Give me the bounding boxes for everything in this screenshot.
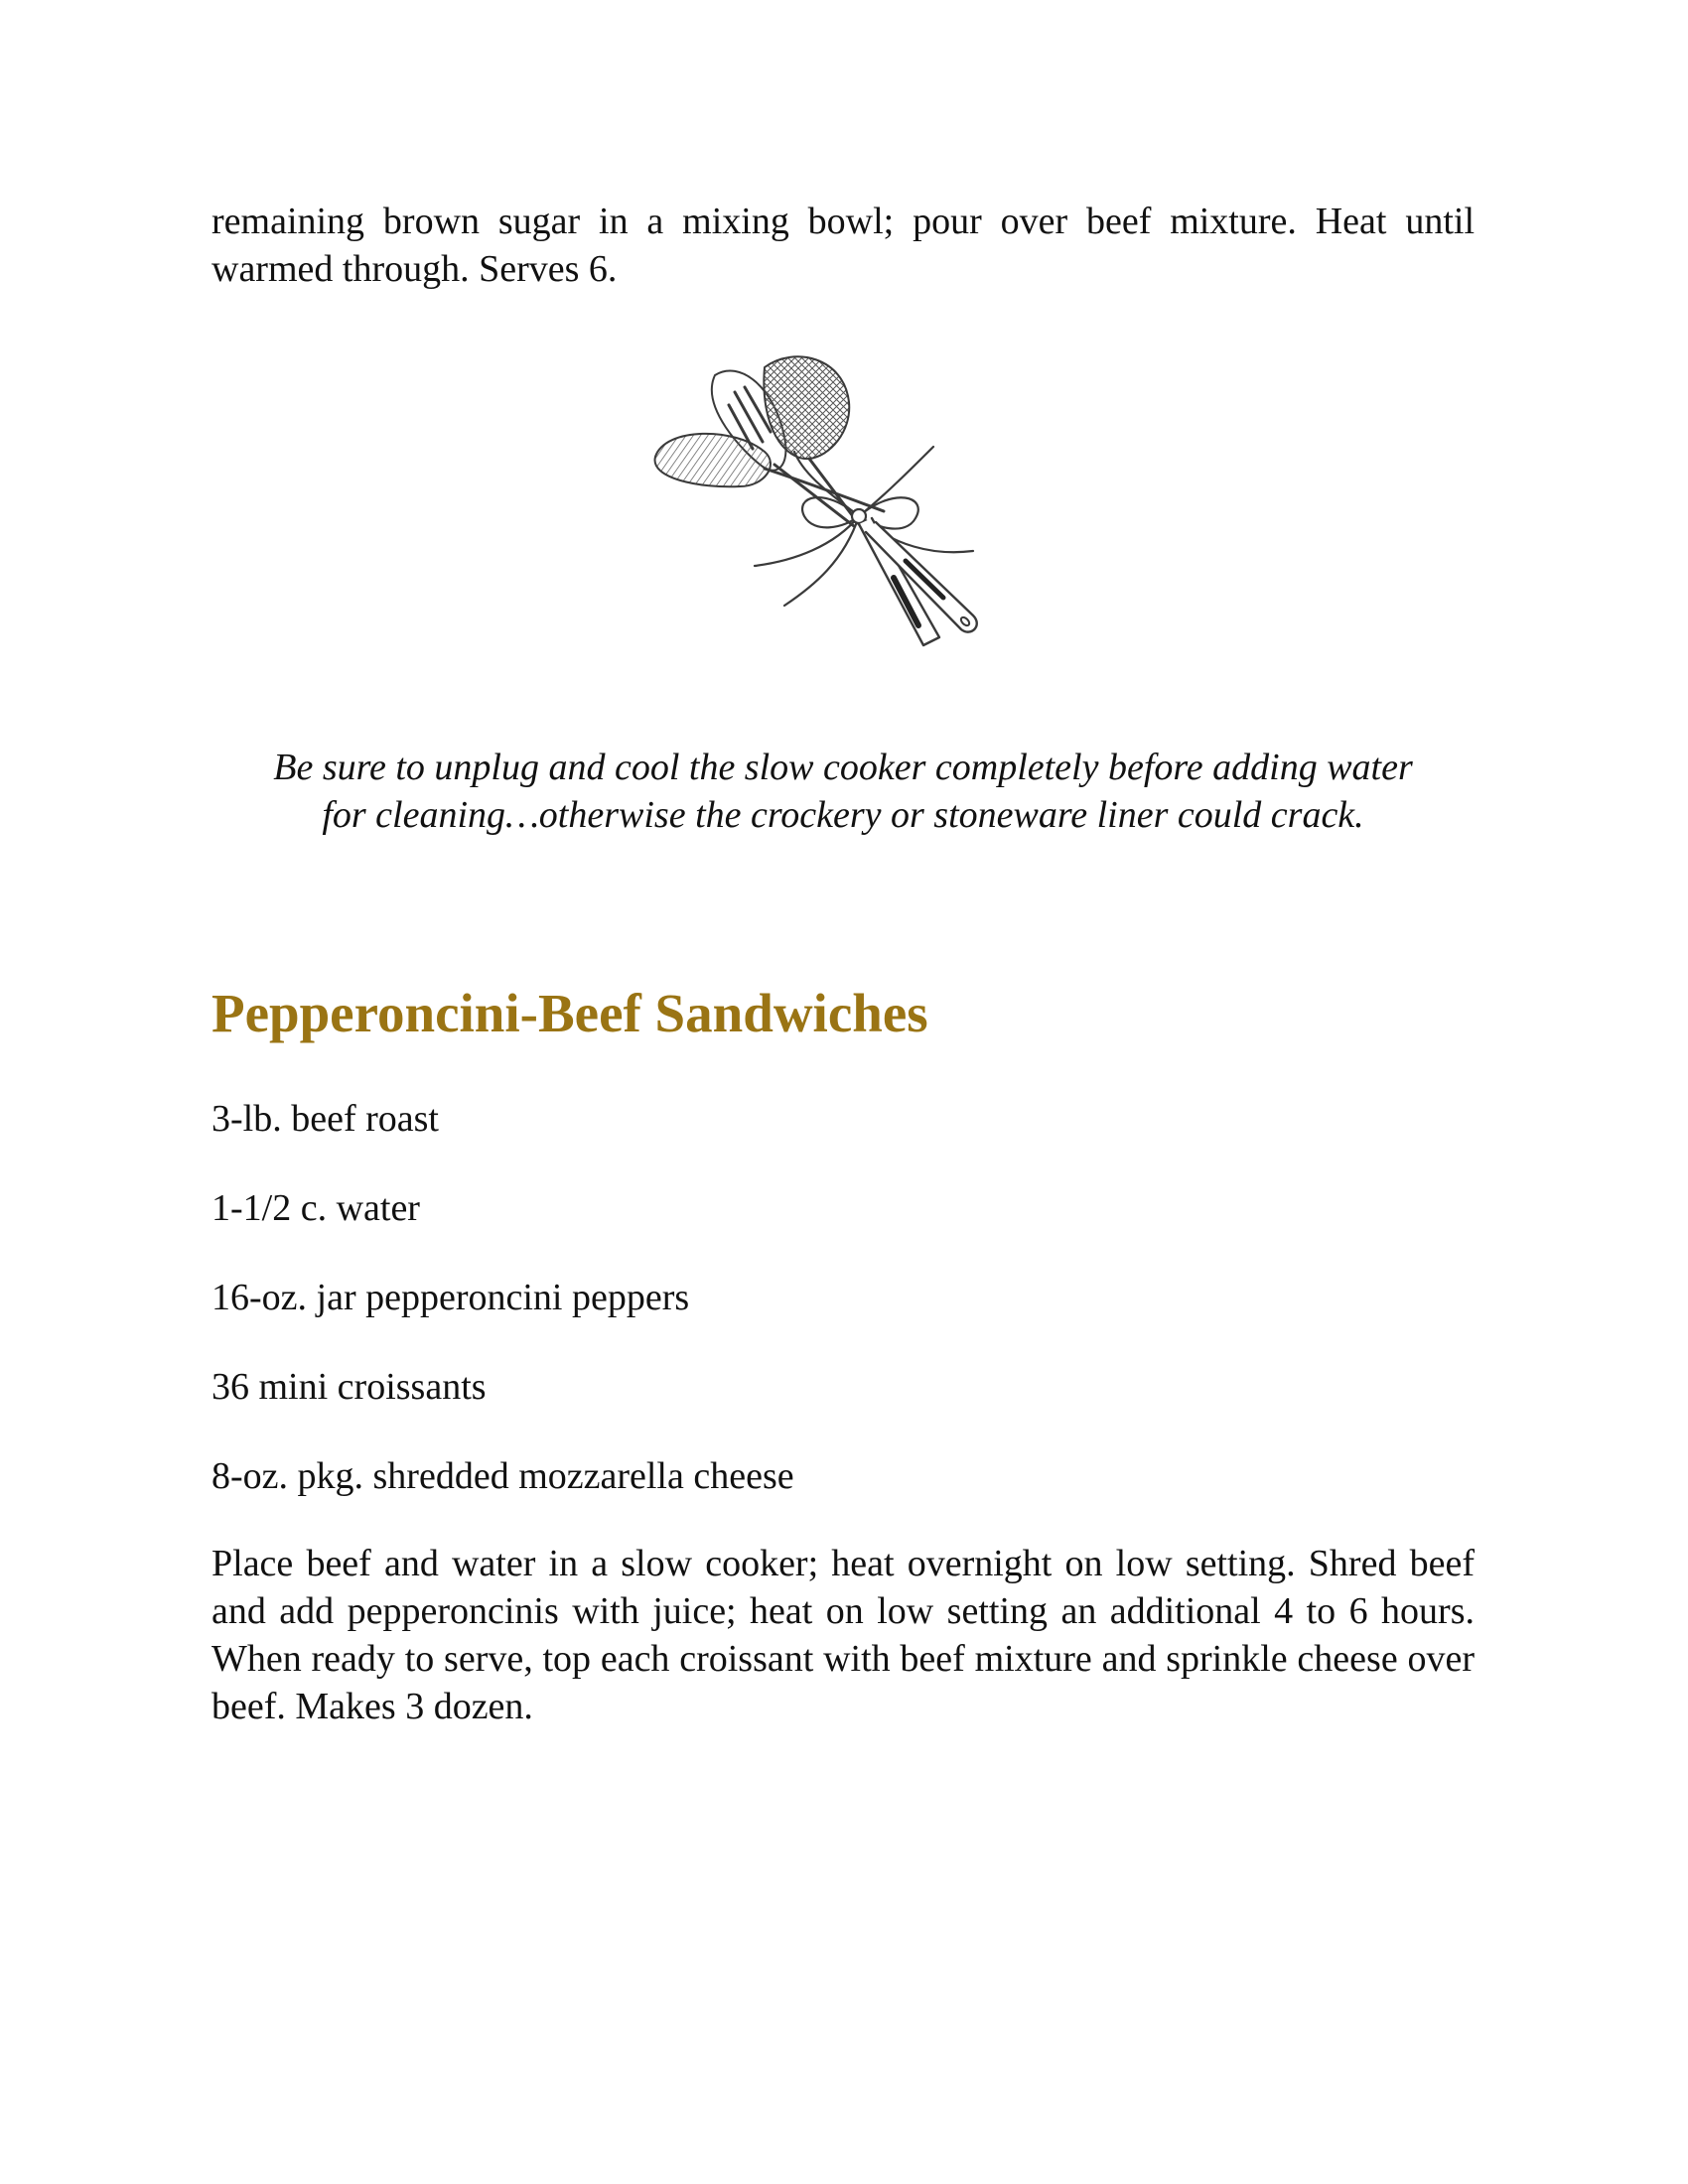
ingredients-list — [211, 1095, 794, 1542]
continued-paragraph: remaining brown sugar in a mixing bowl; pour over beef mixture. Heat until warmed through. Serves 6. — [211, 201, 1475, 290]
ingredient-item: 36 mini croissants — [211, 1366, 487, 1408]
kitchen-utensils-bouquet-icon — [645, 347, 1033, 695]
ingredient-item: 8-oz. pkg. shredded mozzarella cheese — [211, 1455, 794, 1497]
utensil-handles-icon — [859, 518, 977, 645]
ingredient-item: 16-oz. jar pepperoncini peppers — [211, 1277, 690, 1318]
tip-line-1: Be sure to unplug and cool the slow cooker completely before adding water — [273, 747, 1413, 788]
ingredient-item: 1-1/2 c. water — [211, 1187, 420, 1229]
recipe-directions: Place beef and water in a slow cooker; heat overnight on low setting. Shred beef and add pepperoncinis with juice; heat on low setting an additional 4 to 6 hours. When ready to serve, top each croissant with beef mixture and sprinkle cheese over beef. Makes 3 dozen. — [211, 1543, 1475, 1727]
slow-cooker-tip — [211, 744, 1475, 839]
recipe-title: Pepperoncini-Beef Sandwiches — [211, 983, 928, 1043]
tip-line-2: for cleaning…otherwise the crockery or stoneware liner could crack. — [322, 794, 1364, 836]
ingredient-item: 3-lb. beef roast — [211, 1098, 439, 1140]
